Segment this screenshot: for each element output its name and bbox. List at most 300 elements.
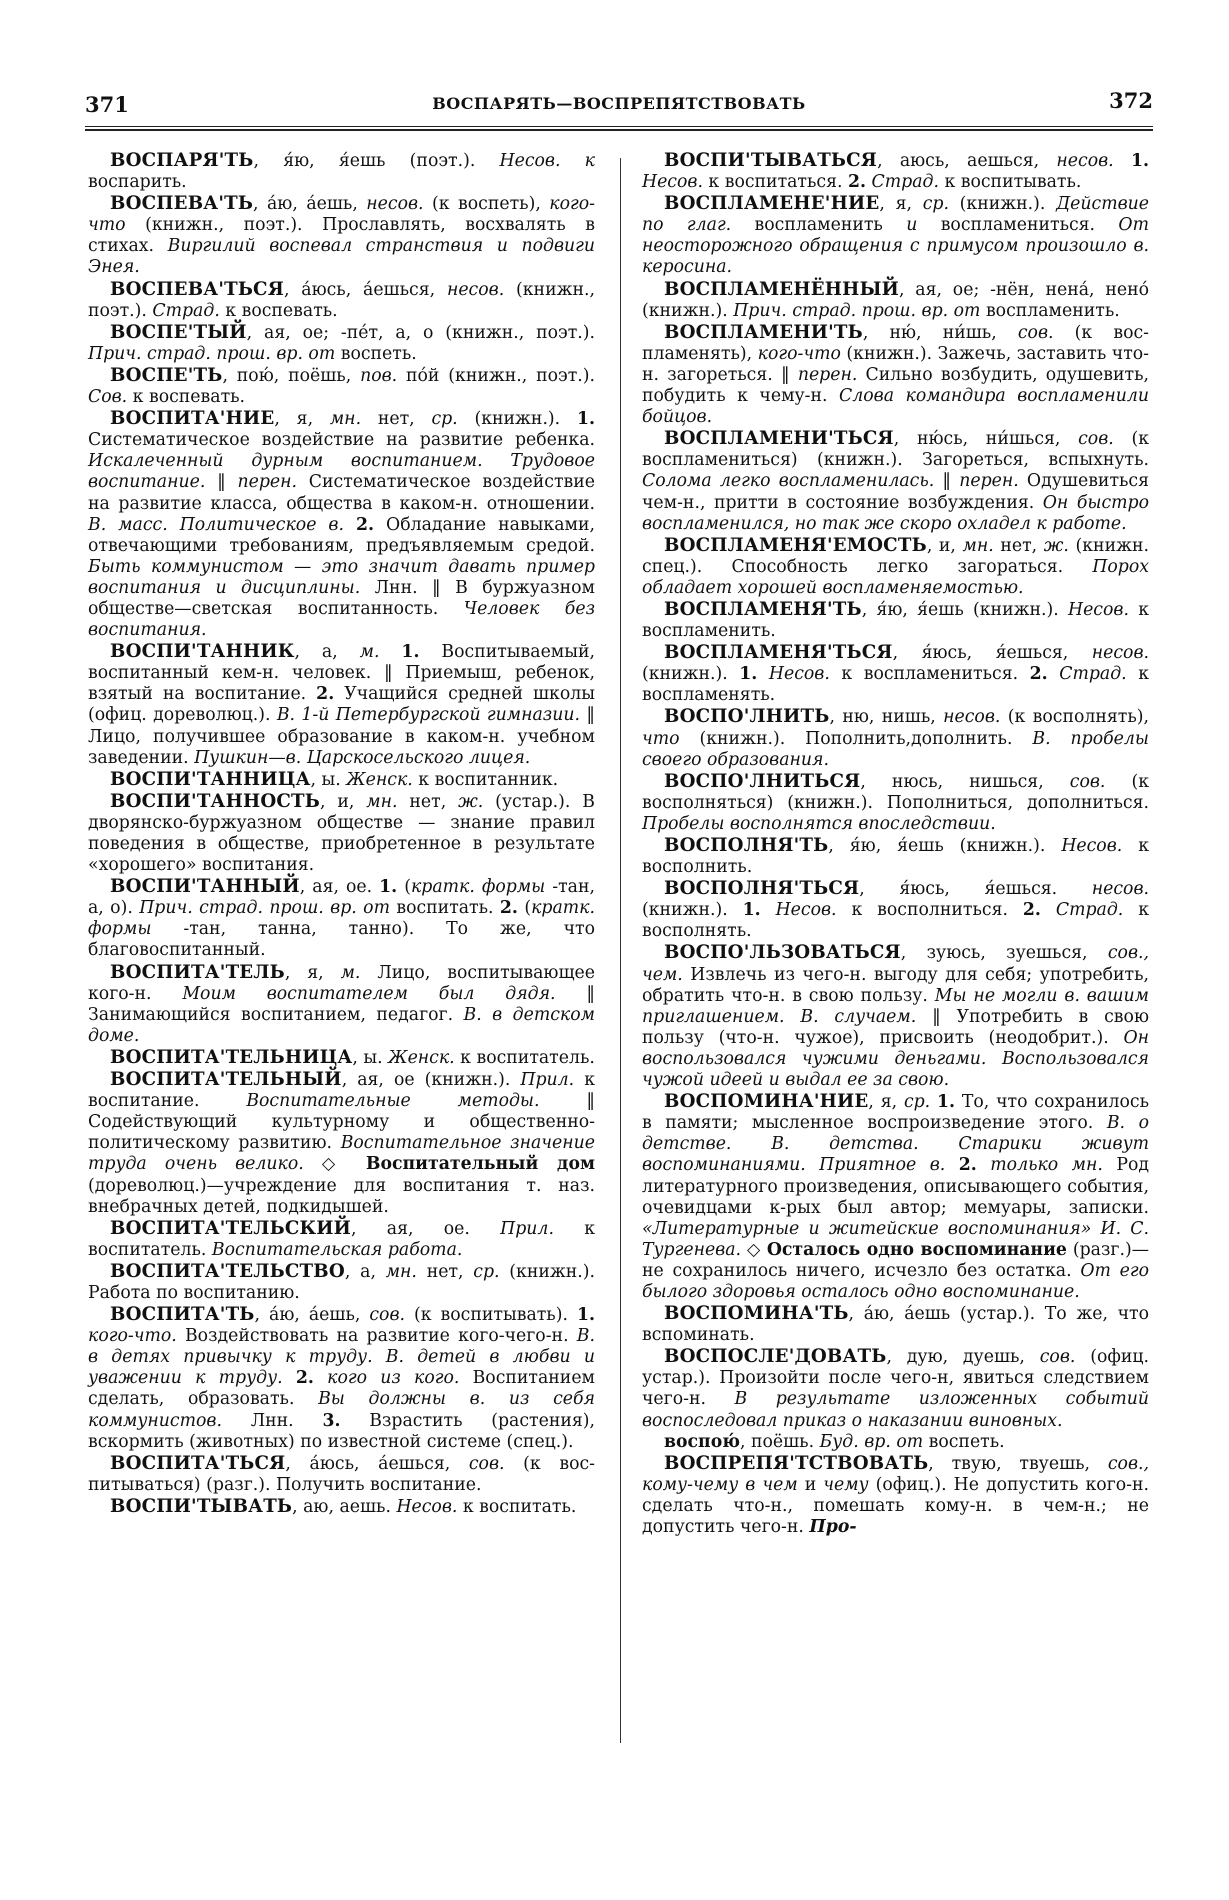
entry-text: ‖ (205, 472, 238, 493)
entry-text: (книжн.). (457, 409, 577, 430)
entry-text: ‖ Занимающийся воспитанием, педагог. (88, 983, 595, 1025)
right-column (642, 150, 1149, 1538)
entry-text: Воспитательное значение труда очень велико. (88, 1133, 595, 1175)
entry-text: к восполниться. (836, 900, 1023, 921)
entry-text: (книжн.). (948, 194, 1057, 215)
entry-text: В. в детях привычку к труду. В. детей в любви и уважении к труду. (88, 1326, 595, 1389)
entry-text: воспарить. (88, 172, 187, 193)
entry-text: сов. (468, 1453, 505, 1474)
entry-text: Воспитательные методы. (246, 1091, 540, 1112)
entry-text: (книжн., поэт.). Прославлять, восхвалять в стихах. (88, 215, 595, 257)
entry-text: Он быстро воспламенился, но так же скоро охладел к работе. (642, 492, 1149, 534)
entry-text: (к воспеть), (423, 194, 550, 215)
entry-text: сов., чем. (642, 943, 1149, 985)
entry-text: несов. (943, 707, 1001, 728)
headword: ВОСПИ'ТАННЫЙ (110, 876, 300, 898)
entry-text: Несов. (1068, 599, 1129, 620)
entry-text: (к воспламениться) (книжн.). Загореться, вспыхнуть. (642, 429, 1150, 471)
headword: ВОСПЕ'ТЫЙ (110, 321, 247, 343)
entry-text: кого-что. (88, 1326, 177, 1347)
entry-text: В. в детском доме. (88, 1004, 595, 1046)
entry-text: что (642, 728, 680, 749)
dictionary-entry (642, 706, 1149, 770)
entry-text: , а́юсь, а́ешься, (283, 279, 447, 300)
dictionary-entry (642, 428, 1149, 534)
entry-text (930, 1092, 937, 1112)
entry-text: воспеть. (335, 343, 417, 364)
entry-text: Несов. (768, 664, 830, 685)
entry-text: Страд. (1059, 664, 1127, 685)
entry-text: Прил. (500, 1218, 554, 1239)
entry-text: Порох обладает хорошей воспламеняемостью. (642, 556, 1149, 598)
entry-text: сов. (1069, 771, 1106, 792)
entry-text: ср. (903, 1092, 931, 1113)
entry-text: 3. (322, 1410, 341, 1431)
entry-text: к воспламенять. (642, 664, 1150, 706)
entry-text (1114, 151, 1131, 171)
entry-text: сов. (1078, 429, 1114, 450)
dictionary-entry (88, 1304, 595, 1453)
entry-text: Женск. (388, 1047, 455, 1068)
entry-text: , я́юсь, я́ешься, (892, 643, 1092, 664)
headword: ВОСПРЕПЯ'ТСТВОВАТЬ (664, 1452, 929, 1474)
entry-text: 1. (576, 409, 595, 430)
entry-text: , ая, ое; -нён, нена́, нено́ (книжн.). (642, 279, 1149, 321)
entry-text: ◇ (303, 1154, 366, 1175)
entry-text: Одушевиться чем-н., притти в состояние возбуждения. (642, 471, 1149, 513)
entry-text: Несов. (1061, 836, 1123, 856)
entry-text: к воспламениться. (829, 664, 1030, 685)
entry-text: 1. (1130, 151, 1150, 171)
entry-text: перен. (237, 472, 298, 493)
headword: ВОСПЛАМЕНИ'ТЬСЯ (664, 428, 894, 450)
entry-text: В. пробелы своего образования. (642, 728, 1149, 770)
entry-text: Виргилий воспевал странствия и подвиги Энея. (88, 236, 595, 278)
entry-text: Воздействовать на развитие кого-чего-н. (176, 1326, 577, 1347)
entry-text: Несов. (775, 900, 837, 921)
entry-text: Страд. (152, 300, 220, 321)
entry-text: (офиц. устар.). Произойти после чего-н, явиться следствием чего-н. (642, 1347, 1150, 1410)
entry-text: 2. (847, 172, 867, 193)
entry-text: 2. (356, 514, 375, 535)
entry-text: , пою́, поёшь, (222, 365, 361, 386)
entry-text (1048, 664, 1060, 684)
entry-text: , я́юсь, я́ешься. (859, 879, 1092, 900)
entry-text: , и, (320, 791, 367, 812)
entry-text: нет, (993, 535, 1044, 556)
entry-text: (устар.). В дворянско-буржуазном обществе — знание правил поведения в обществе, приобретенное в результате «хорошего» воспитания. (88, 791, 595, 876)
entry-text: воспламениться. (917, 215, 1119, 236)
entry-text: 2. (295, 1368, 314, 1389)
entry-text: (книжн. спец.). Способность легко загораться. (642, 535, 1149, 577)
headword: ВОСПОМИНА'НИЕ (664, 1091, 869, 1113)
entry-text: кого-что (757, 343, 841, 364)
entry-text: , аюсь, аешься, (877, 151, 1057, 171)
page-number-right: 372 (1109, 88, 1153, 113)
headword: ВОСПО'ЛНИТЬ (664, 706, 830, 728)
headword: ВОСПОСЛЕ'ДОВАТЬ (664, 1346, 887, 1368)
entry-text: пов. (360, 365, 398, 386)
entry-text: От его былого здоровья осталось одно воспоминание. (642, 1260, 1150, 1302)
dictionary-entry (88, 322, 595, 365)
entry-text: перен. (959, 471, 1019, 492)
headword: ВОСПИТА'ТЕЛЬ (110, 961, 285, 983)
entry-text: (к восполняться) (книжн.). Пополниться, дополниться. (642, 771, 1149, 813)
entry-text: ср. (922, 194, 949, 215)
headword: ВОСПОМИНА'ТЬ (664, 1303, 849, 1325)
entry-text: несов. (1091, 879, 1149, 900)
entry-text: ‖ Содействующий культурному и общественно-политическому развитию. (88, 1091, 595, 1154)
dictionary-entry (642, 771, 1149, 835)
entry-text: только мн. (990, 1155, 1103, 1176)
entry-text: ‖ (934, 471, 960, 492)
dictionary-entry (642, 1303, 1149, 1346)
dictionary-entry (88, 876, 595, 961)
dictionary-entry (642, 322, 1149, 428)
entry-text: , поёшь. (739, 1431, 820, 1452)
column-divider (620, 158, 621, 1743)
entry-text: Страд. (871, 172, 939, 193)
entry-text: От неосторожного обращения с примусом произошло в. керосина. (642, 215, 1149, 278)
entry-text: воспитать. (389, 898, 500, 919)
entry-text: Прич. страд. прош. вр. от (88, 343, 336, 364)
entry-text: к воспитатель. (454, 1047, 595, 1068)
entry-text: Осталось одно воспоминание (766, 1239, 1067, 1260)
dictionary-entry (642, 942, 1149, 1091)
entry-text: Вы должны в. из себя коммунистов. (88, 1389, 595, 1431)
entry-text: -тан, а, о). (88, 877, 595, 919)
headword: ВОСПИТА'ТЕЛЬСТВО (110, 1260, 345, 1282)
entry-text: Прич. страд. прош. вр. от (139, 898, 390, 919)
entry-text: Моим воспитателем был дядя. (182, 983, 556, 1004)
entry-text: воспламенить. (980, 300, 1120, 321)
entry-text: Буд. вр. от (819, 1431, 924, 1452)
headword: ВОСПИТА'НИЕ (110, 408, 275, 430)
entry-text: к воспитанник. (412, 769, 559, 790)
headword: ВОСПИТА'ТЬСЯ (110, 1452, 286, 1474)
entry-text: (офиц.). Не допустить кого-н. сделать что-н., помешать кому-н. в чем-н.; не допустить чего-н. (642, 1474, 1149, 1537)
dictionary-entry (642, 1432, 1149, 1453)
entry-text: , ая, ое. (351, 1218, 501, 1239)
entry-text: Лицо, воспитывающее кого-н. (88, 962, 595, 1004)
entry-text: и (906, 215, 918, 236)
headword: ВОСПИ'ТАННИЦА (110, 768, 311, 790)
entry-text: Человек без воспитания. (88, 598, 595, 641)
entry-text: 1. (937, 1092, 956, 1113)
entry-text: нет, (361, 409, 432, 430)
headword: ВОСПЛАМЕНЯ'ТЬ (664, 598, 862, 620)
entry-text: мн. (962, 535, 994, 556)
entry-text: Слова командира воспламенили бойцов. (642, 386, 1150, 428)
entry-text: несов. (446, 279, 505, 300)
entry-text: воспою́ (664, 1431, 740, 1452)
entry-text: 2. (499, 898, 518, 919)
entry-text: воспламенить (731, 215, 907, 236)
dictionary-entry (642, 279, 1149, 322)
entry-text: Быть коммунистом — это значит давать пример воспитания и дисциплины. (88, 556, 595, 598)
dictionary-entry (88, 1047, 595, 1069)
headword: ВОСПИТА'ТЬ (110, 1304, 255, 1326)
dictionary-entry (642, 193, 1149, 278)
entry-text: (к воспитываться) (разг.). Получить воспитание. (88, 1453, 596, 1495)
entry-text: Несов. (642, 172, 703, 193)
entry-text: Воспитательный дом (365, 1154, 595, 1175)
entry-text: сов., кому-чему в чем (642, 1453, 1149, 1495)
entry-text: ж. (1043, 535, 1069, 556)
dictionary-entry (88, 1218, 595, 1261)
entry-text: В. 1-й Петербургской гимназии. (276, 705, 580, 726)
entry-text: (книжн.). Пополнить,дополнить. (679, 728, 1033, 749)
entry-text: сов. (369, 1305, 405, 1326)
entry-text: , ню, нишь, (829, 707, 944, 728)
headword: ВОСПЛАМЕНЯ'ТЬСЯ (664, 642, 893, 664)
entry-text: , а́юсь, а́ешься, (285, 1453, 469, 1474)
entry-text: к воспламенить. (642, 599, 1149, 642)
entry-text: , я, (868, 1092, 904, 1113)
entry-text: (к воспитывать). (405, 1305, 577, 1326)
dictionary-entry (88, 641, 595, 769)
entry-text: Страд. (1055, 900, 1124, 921)
entry-text: , а, (294, 642, 360, 663)
dictionary-entry (642, 150, 1149, 193)
entry-text: 1. (739, 664, 758, 685)
dictionary-entry (88, 193, 595, 278)
headword: ВОСПИТА'ТЕЛЬСКИЙ (110, 1217, 352, 1239)
entry-text: (книжн.). Работа по воспитанию. (88, 1261, 596, 1303)
entry-text: 2. (958, 1155, 977, 1176)
entry-text: кратк. формы (410, 877, 546, 898)
header-rule-thick (85, 129, 1153, 131)
entry-text: -тан, танна, танно). То же, что благовоспитанный. (88, 919, 595, 961)
entry-text: Лнн. (221, 1410, 323, 1431)
entry-text: 1. (401, 642, 420, 663)
entry-text: несов. (1091, 643, 1149, 664)
dictionary-entry (642, 1453, 1149, 1538)
headword: ВОСПАРЯ'ТЬ (110, 150, 254, 171)
entry-text: несов. (366, 194, 424, 215)
entry-text: , твую, твуешь, (928, 1453, 1108, 1474)
headword: ВОСПЛАМЕНИ'ТЬ (664, 321, 863, 343)
entry-text: несов. (1056, 151, 1114, 171)
dictionary-entry (88, 1069, 595, 1218)
entry-text: м. (359, 642, 380, 663)
entry-text: , а, (344, 1261, 386, 1282)
entry-text: , ню́, ни́шь, (862, 322, 1018, 343)
entry-text: В. масс. Политическое в. (88, 514, 344, 535)
entry-text: (книжн.). Зажечь, заставить что-н. загореться. ‖ (642, 343, 1149, 385)
entry-text: (книжн., поэт.). (88, 279, 595, 321)
dictionary-entry (88, 150, 595, 193)
dictionary-entry (88, 791, 595, 876)
entry-text: Сильно возбудить, одушевить, побудить к чему-н. (642, 364, 1149, 407)
entry-text: , я́ю, я́ешь (книжн.). (828, 836, 1062, 856)
dictionary-entry (88, 408, 595, 641)
entry-text (314, 1368, 327, 1388)
entry-text: , нюсь, нишься, (860, 771, 1070, 792)
entry-text: ср. (473, 1261, 500, 1282)
entry-text: к воспитание. (88, 1070, 595, 1112)
entry-text: То, что сохранилось в памяти; мысленное воспроизведение этого. (642, 1092, 1150, 1134)
entry-text: Учащийся средней школы (офиц. дореволюц.). (88, 684, 595, 726)
entry-text (761, 900, 776, 920)
entry-text: Несов. (396, 1496, 458, 1517)
headword: ВОСПЛАМЕНЁННЫЙ (664, 278, 900, 300)
entry-text: Пушкин—в. Царскосельского лицея. (194, 747, 531, 768)
entry-text: к воспитаться. (702, 172, 848, 193)
entry-text: (дореволюц.)—учреждение для воспитания т. наз. внебрачных детей, подкидышей. (88, 1175, 595, 1217)
entry-text (977, 1155, 990, 1175)
entry-text: и (797, 1474, 824, 1495)
entry-text: , я, (284, 962, 341, 983)
entry-text: , и, (926, 535, 963, 556)
dictionary-entry (88, 279, 595, 322)
running-head: ВОСПАРЯТЬ—ВОСПРЕПЯТСТВОВАТЬ (432, 94, 806, 113)
entry-text: к восполнить. (642, 836, 1150, 878)
dictionary-entry (88, 1453, 595, 1496)
headword: ВОСПО'ЛЬЗОВАТЬСЯ (664, 942, 901, 964)
entry-text: Лнн. ‖ В буржуазном обществе—светская воспитанность. (88, 577, 595, 619)
entry-text: , я, (879, 194, 923, 215)
entry-text (379, 642, 401, 662)
entry-text: , ы. (310, 769, 347, 790)
dictionary-entry (88, 1261, 595, 1304)
headword: ВОСПОЛНЯ'ТЬСЯ (664, 878, 860, 900)
entry-text: к воспитывать. (938, 172, 1082, 193)
entry-text: Извлечь из чего-н. выгоду для себя; употребить, обратить что-н. в свою пользу. (642, 964, 1149, 1006)
dictionary-entry (88, 365, 595, 408)
entry-text: 2. (1029, 664, 1048, 685)
entry-text: Искалеченный дурным воспитанием. Трудовое воспитание. (88, 451, 595, 493)
entry-text: Солома легко воспламенилась. (642, 471, 935, 492)
entry-text: «Литературные и житейские воспоминания» И. С. Тургенева. (642, 1218, 1149, 1260)
header-rule-thin (85, 126, 1153, 127)
entry-text: Систематическое воздействие на развитие ребенка. (88, 430, 595, 451)
entry-text: м. (340, 962, 361, 983)
headword: ВОСПЕ'ТЬ (110, 364, 223, 386)
entry-text: Систематическое воздействие на развитие класса, общества в каком-н. отношении. (88, 472, 595, 514)
dictionary-entry (88, 769, 595, 791)
entry-text: к воспевать. (219, 300, 338, 321)
entry-text: Сов. (88, 387, 128, 408)
entry-text: воспеть. (923, 1431, 1005, 1452)
entry-text: сов. (1039, 1347, 1076, 1368)
entry-text: к восполнять. (642, 900, 1149, 942)
entry-text: (к восполнять), (1000, 707, 1149, 728)
page-number-left: 371 (85, 92, 129, 117)
entry-text: перен. (797, 364, 858, 385)
entry-text: , ая, ое; -пе́т, а, о (книжн., поэт.). (246, 322, 595, 343)
entry-text: , я́ю, я́ешь (поэт.). (253, 151, 500, 171)
headword: ВОСПО'ЛНИТЬСЯ (664, 770, 861, 792)
headword: ВОСПИ'ТАННИК (110, 641, 295, 663)
entry-text: Мы не могли в. вашим приглашением. В. случаем. (642, 985, 1149, 1027)
dictionary-entry (642, 1346, 1149, 1431)
entry-text: , а́ю, а́ешь (устар.). То же, что вспоминать. (642, 1304, 1149, 1346)
entry-text: , ы. (352, 1047, 389, 1068)
dictionary-entry (642, 1091, 1149, 1303)
entry-text: ◇ (741, 1239, 767, 1260)
entry-text: сов. (1017, 322, 1054, 343)
dictionary-entry (88, 1496, 595, 1518)
entry-text: нет, (416, 1261, 474, 1282)
entry-text: Прич. страд. прош. вр. от (733, 300, 981, 321)
headword: ВОСПИ'ТЫВАТЬ (110, 1495, 293, 1517)
entry-text: чему (823, 1474, 869, 1495)
headword: ВОСПОЛНЯ'ТЬ (664, 835, 829, 856)
entry-text: кого из кого. (327, 1368, 460, 1389)
dictionary-entry (642, 599, 1149, 642)
entry-text: , зуюсь, зуешься, (900, 943, 1108, 964)
entry-text: Взрастить (растения), вскормить (животных) по известной системе (спец.). (88, 1410, 596, 1452)
entry-text: (книжн.). (642, 664, 740, 685)
headword: ВОСПИ'ТАННОСТЬ (110, 790, 320, 812)
entry-text: , аю, аешь. (292, 1496, 397, 1517)
headword: ВОСПИТА'ТЕЛЬНЫЙ (110, 1069, 342, 1091)
entry-text: Про- (809, 1517, 857, 1537)
entry-text: Женск. (346, 769, 413, 790)
entry-text: В результате изложенных событий воспоследовал приказ о наказании виновных. (642, 1389, 1149, 1431)
dictionary-entry (88, 962, 595, 1047)
entry-text: , дую, дуешь, (886, 1347, 1040, 1368)
entry-text: , я, (274, 409, 330, 430)
headword: ВОСПЕВА'ТЬ (110, 193, 254, 215)
entry-text: 1. (742, 900, 761, 921)
dictionary-entry (642, 642, 1149, 706)
entry-text: кого-что (88, 194, 595, 236)
entry-text: кратк. формы (88, 898, 595, 940)
dictionary-entry (642, 835, 1149, 878)
headword: ВОСПЕВА'ТЬСЯ (110, 278, 284, 300)
left-column (88, 150, 595, 1518)
entry-text: (разг.)—не сохранилось ничего, исчезло без остатка. (642, 1239, 1149, 1281)
entry-text (945, 1155, 958, 1175)
dictionary-entry (642, 535, 1149, 599)
entry-text: Пробелы восполнятся впоследствии. (642, 813, 996, 834)
entry-text: (к воспламенять), (642, 322, 1149, 364)
entry-text: 2. (316, 684, 335, 705)
entry-text: ‖ Лицо, получившее образование в каком-н. учебном заведении. (88, 705, 595, 768)
entry-text: Род литературного произведения, описывающего события, очевидцами к-рых был автор; мемуары, записки. (642, 1155, 1150, 1218)
entry-text: , а́ю, а́ешь, (254, 1305, 370, 1326)
entry-text: ср. (431, 409, 458, 430)
entry-text: , ню́сь, ни́шься, (893, 429, 1079, 450)
entry-text (757, 664, 769, 684)
entry-text: , ая, ое (книжн.). (341, 1070, 521, 1091)
entry-text: (книжн.). (642, 900, 743, 921)
entry-text: Воспитываемый, воспитанный кем-н. человек. ‖ Приемыш, ребенок, взятый на воспитание. (88, 642, 596, 705)
entry-text (1041, 900, 1056, 920)
entry-text: ж. (458, 791, 484, 812)
entry-text: к воспитать. (457, 1496, 577, 1517)
page-header (85, 88, 1153, 122)
entry-text: к воспитатель. (88, 1218, 596, 1260)
entry-text: мн. (385, 1261, 417, 1282)
entry-text: 1. (576, 1305, 595, 1326)
entry-text: мн. (329, 409, 362, 430)
headword: ВОСПЛАМЕНЯ'ЕМОСТЬ (664, 534, 927, 556)
entry-text: по́й (книжн., поэт.). (397, 365, 595, 386)
entry-text: В. о детстве. В. детства. Старики живут воспоминаниями. Приятное в. (642, 1113, 1149, 1176)
headword: ВОСПЛАМЕНЕ'НИЕ (664, 193, 880, 215)
entry-text: мн. (366, 791, 398, 812)
entry-text: Несов. к (499, 151, 595, 171)
entry-text: Он воспользовался чужими деньгами. Воспользовался чужой идеей и выдал ее за свою. (642, 1027, 1149, 1091)
entry-text (283, 1368, 296, 1388)
entry-text: 1. (379, 877, 398, 898)
entry-text: Воспитанием сделать, образовать. (88, 1368, 595, 1410)
entry-text: ( (517, 898, 532, 919)
entry-text: ‖ Употребить в свою пользу (что-н. чужое), присвоить (неодобрит.). (642, 1006, 1149, 1048)
